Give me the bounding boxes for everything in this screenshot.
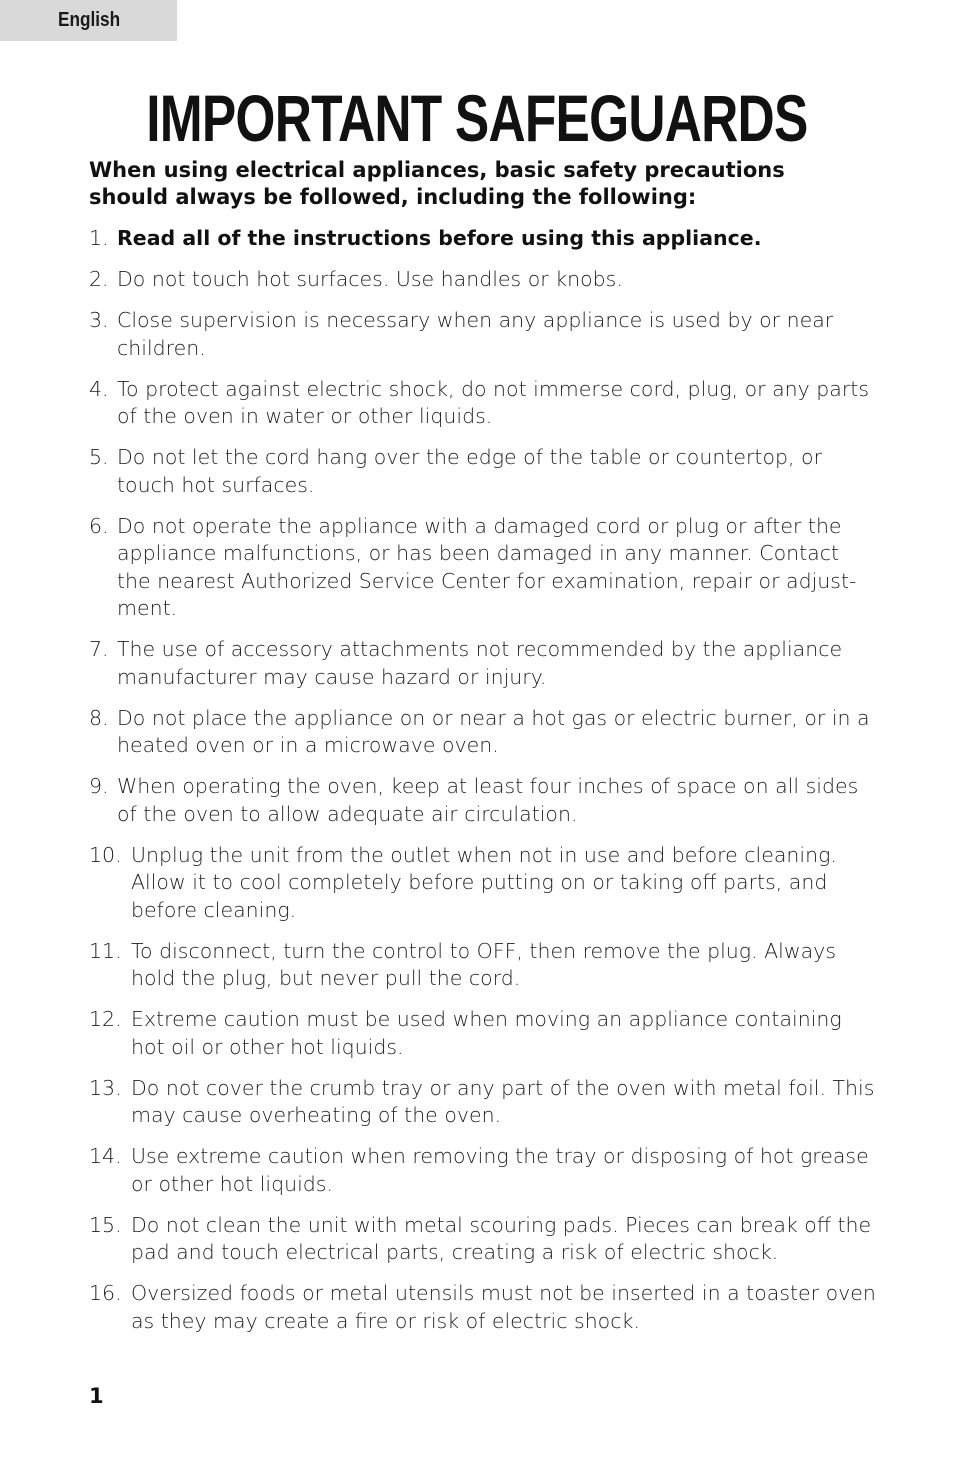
- item-number: 12.: [89, 1007, 122, 1031]
- list-item: [89, 1006, 879, 1061]
- item-text: The use of accessory attachments not recommended by the appliance manufacturer may cause hazard or injury.: [117, 637, 843, 689]
- list-item: [89, 444, 879, 499]
- page-title-text: IMPORTANT SAFEGUARDS: [146, 81, 808, 155]
- list-item: [89, 513, 879, 623]
- list-item: [89, 1212, 879, 1267]
- list-item: [89, 705, 879, 760]
- item-text: Do not place the appliance on or near a hot gas or electric burner, or in a heated oven or in a microwave oven.: [117, 705, 870, 757]
- item-number: 15.: [89, 1212, 122, 1237]
- intro-text: When using electrical appliances, basic safety precautions should always be followed, including the following:: [89, 158, 785, 209]
- page-number: 1: [89, 1384, 104, 1408]
- list-item: [89, 1075, 879, 1130]
- list-item: [89, 1143, 879, 1198]
- item-number: 3.: [89, 308, 109, 332]
- item-number: 5.: [89, 445, 109, 469]
- item-text: Use extreme caution when removing the tray or disposing of hot grease or other hot liquids.: [131, 1144, 869, 1196]
- item-number: 7.: [89, 637, 109, 661]
- list-item: [89, 225, 879, 253]
- item-text: Read all of the instructions before using this appliance.: [117, 226, 762, 250]
- item-text: To disconnect, turn the control to OFF, then remove the plug. Always hold the plug, but never pull the cord.: [131, 938, 836, 990]
- item-number: 10.: [89, 842, 122, 867]
- item-number: 4.: [89, 376, 109, 401]
- item-text: To protect against electric shock, do not immerse cord, plug, or any parts of the oven in water or other liquids.: [117, 376, 870, 428]
- language-tab: [0, 0, 177, 41]
- item-text: Unplug the unit from the outlet when not in use and before cleaning. Allow it to cool completely before putting on or taking off parts, and before cleaning.: [131, 842, 837, 922]
- safeguards-list: [89, 225, 879, 1349]
- item-number: 1.: [89, 226, 109, 250]
- item-number: 14.: [89, 1144, 122, 1168]
- item-text: Do not touch hot surfaces. Use handles or knobs.: [117, 267, 623, 291]
- item-number: 13.: [89, 1075, 122, 1100]
- list-item: [89, 842, 879, 925]
- list-item: [89, 636, 879, 691]
- item-number: 16.: [89, 1281, 122, 1305]
- item-text: Do not clean the unit with metal scouring pads. Pieces can break off the pad and touch electrical parts, creating a risk of electric shock.: [131, 1212, 872, 1264]
- item-text: Do not let the cord hang over the edge of the table or countertop, or touch hot surfaces.: [117, 445, 823, 497]
- item-text: Close supervision is necessary when any appliance is used by or near children.: [117, 308, 834, 360]
- item-text: Extreme caution must be used when moving an appliance containing hot oil or other hot liquids.: [131, 1007, 842, 1059]
- list-item: [89, 938, 879, 993]
- item-number: 2.: [89, 267, 109, 291]
- list-item: [89, 266, 879, 294]
- page-title: [0, 78, 954, 158]
- list-item: [89, 1280, 879, 1335]
- item-number: 11.: [89, 938, 122, 963]
- list-item: [89, 307, 879, 362]
- item-number: 9.: [89, 774, 109, 798]
- item-number: 6.: [89, 513, 109, 538]
- item-number: 8.: [89, 705, 109, 730]
- list-item: [89, 376, 879, 431]
- item-text: Do not operate the appliance with a damaged cord or plug or after the appliance malfunctions, or has been damaged in any manner. Contact the nearest Authorized Service Center for examination, repair or adjust-ment.: [117, 513, 857, 620]
- list-item: [89, 773, 879, 828]
- item-text: Oversized foods or metal utensils must not be inserted in a toaster oven as they may create a fire or risk of electric shock.: [131, 1281, 876, 1333]
- item-text: Do not cover the crumb tray or any part of the oven with metal foil. This may cause overheating of the oven.: [131, 1075, 875, 1127]
- language-tab-label: English: [58, 9, 121, 31]
- item-text: When operating the oven, keep at least four inches of space on all sides of the oven to allow adequate air circulation.: [117, 774, 859, 826]
